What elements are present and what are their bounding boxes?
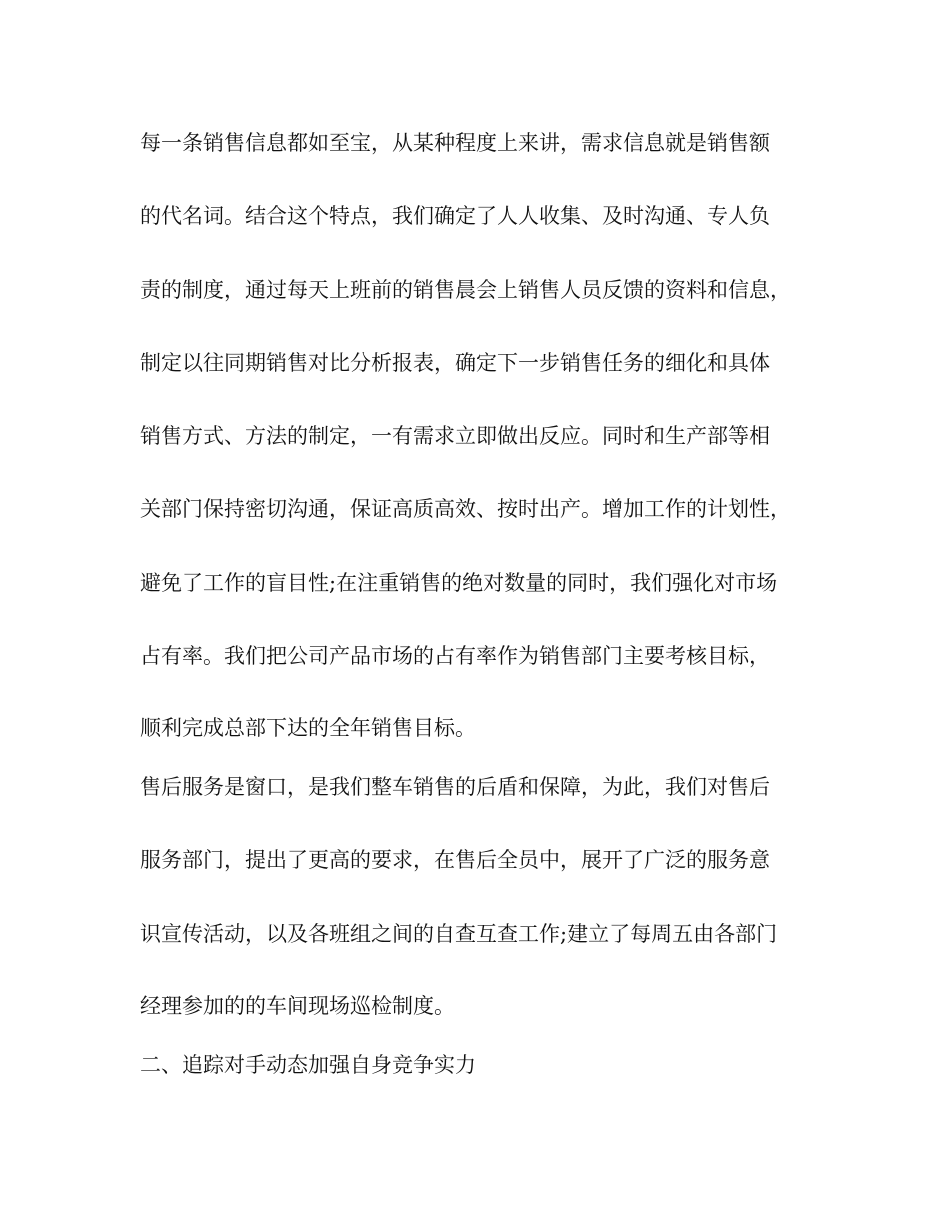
text-line: 占有率。我们把公司产品市场的占有率作为销售部门主要考核目标， xyxy=(140,644,770,668)
text-line: 的代名词。结合这个特点，我们确定了人人收集、及时沟通、专人负 xyxy=(140,204,770,228)
text-line: 顺利完成总部下达的全年销售目标。 xyxy=(140,716,476,740)
section-heading: 二、追踪对手动态加强自身竞争实力 xyxy=(140,1053,476,1077)
text-line: 经理参加的的车间现场巡检制度。 xyxy=(140,994,455,1018)
text-line: 销售方式、方法的制定，一有需求立即做出反应。同时和生产部等相 xyxy=(140,424,770,448)
text-line: 关部门保持密切沟通，保证高质高效、按时出产。增加工作的计划性， xyxy=(140,497,791,521)
text-line: 制定以往同期销售对比分析报表，确定下一步销售任务的细化和具体 xyxy=(140,351,770,375)
text-line: 避免了工作的盲目性;在注重销售的绝对数量的同时，我们强化对市场 xyxy=(140,571,778,595)
text-line: 责的制度，通过每天上班前的销售晨会上销售人员反馈的资料和信息， xyxy=(140,278,791,302)
text-line: 每一条销售信息都如至宝，从某种程度上来讲，需求信息就是销售额 xyxy=(140,131,770,155)
text-line: 售后服务是窗口，是我们整车销售的后盾和保障，为此，我们对售后 xyxy=(140,775,770,799)
text-line: 服务部门，提出了更高的要求，在售后全员中，展开了广泛的服务意 xyxy=(140,848,770,872)
text-line: 识宣传活动，以及各班组之间的自查互查工作;建立了每周五由各部门 xyxy=(140,922,778,946)
